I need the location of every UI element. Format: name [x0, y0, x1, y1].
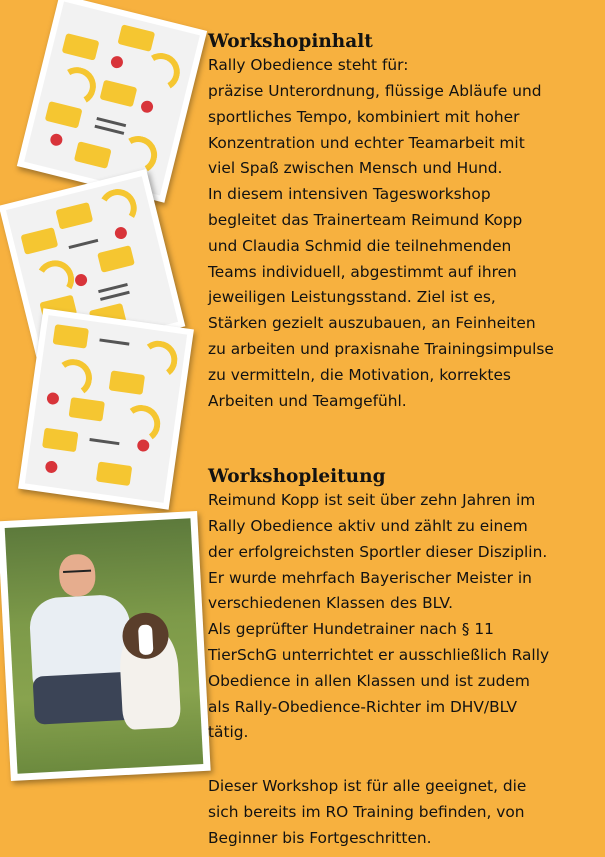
- text-line: Reimund Kopp ist seit über zehn Jahren im: [208, 491, 536, 510]
- text-line: In diesem intensiven Tagesworkshop: [208, 185, 491, 204]
- text-line: sich bereits im RO Training befinden, von: [208, 802, 525, 821]
- text-line: der erfolgreichsten Sportler dieser Disziplin.: [208, 542, 548, 561]
- closing-section: [208, 774, 588, 851]
- text-line: Er wurde mehrfach Bayerischer Meister in: [208, 568, 532, 587]
- text-line: Arbeiten und Teamgefühl.: [208, 391, 407, 410]
- text-line: sportliches Tempo, kombiniert mit hoher: [208, 107, 520, 126]
- workshopleitung-section: [208, 466, 588, 746]
- workshopleitung-text: [208, 488, 588, 746]
- trainer-with-dog-photo: [5, 518, 204, 773]
- workshopinhalt-text: [208, 53, 588, 414]
- text-line: zu vermitteln, die Motivation, korrektes: [208, 365, 511, 384]
- text-line: Als geprüfter Hundetrainer nach § 11: [208, 620, 494, 639]
- text-line: präzise Unterordnung, flüssige Abläufe und: [208, 81, 542, 100]
- trainer-photo-frame: [0, 511, 211, 781]
- text-line: Obedience in allen Klassen und ist zudem: [208, 671, 530, 690]
- text-line: tätig.: [208, 723, 249, 742]
- workshopleitung-heading: Workshopleitung: [208, 466, 386, 487]
- text-line: TierSchG unterrichtet er ausschließlich Rally: [208, 645, 550, 664]
- rally-signs-card-3: [18, 308, 194, 509]
- text-line: verschiedenen Klassen des BLV.: [208, 594, 453, 613]
- rally-signs-image: [25, 315, 187, 503]
- text-line: Teams individuell, abgestimmt auf ihren: [208, 262, 517, 281]
- rally-signs-image: [24, 2, 200, 196]
- text-line: Rally Obedience steht für:: [208, 56, 409, 75]
- text-line: viel Spaß zwischen Mensch und Hund.: [208, 159, 503, 178]
- text-line: Beginner bis Fortgeschritten.: [208, 828, 432, 847]
- rally-signs-card-1: [17, 0, 207, 203]
- closing-text: [208, 774, 588, 851]
- text-line: zu arbeiten und praxisnahe Trainingsimpulse: [208, 339, 554, 358]
- text-line: Konzentration und echter Teamarbeit mit: [208, 133, 525, 152]
- text-line: Stärken gezielt auszubauen, an Feinheiten: [208, 314, 536, 333]
- text-line: als Rally-Obedience-Richter im DHV/BLV: [208, 697, 518, 716]
- workshopinhalt-heading: Workshopinhalt: [208, 31, 373, 52]
- text-line: und Claudia Schmid die teilnehmenden: [208, 236, 512, 255]
- text-line: Rally Obedience aktiv und zählt zu einem: [208, 516, 528, 535]
- text-line: jeweiligen Leistungsstand. Ziel ist es,: [208, 288, 496, 307]
- text-line: Dieser Workshop ist für alle geeignet, die: [208, 777, 527, 795]
- workshopinhalt-section: [208, 31, 588, 414]
- text-line: begleitet das Trainerteam Reimund Kopp: [208, 210, 523, 229]
